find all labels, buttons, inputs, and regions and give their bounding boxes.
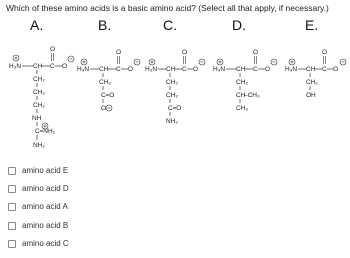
- checkbox[interactable]: [8, 167, 16, 175]
- svg-text:C: C: [168, 105, 173, 112]
- option-label: amino acid E: [22, 166, 69, 175]
- checkbox[interactable]: [8, 203, 16, 211]
- carbonyl-o-label: O: [50, 46, 56, 53]
- svg-text:CH: CH: [236, 92, 246, 99]
- svg-text:C: C: [253, 66, 258, 73]
- svg-text:O: O: [265, 66, 271, 73]
- option-label: amino acid D: [22, 184, 69, 193]
- structure-b: [77, 49, 140, 112]
- question-text: Which of these amino acids is a basic amino acid? (Select all that apply, if necessary.): [6, 3, 329, 13]
- svg-text:H₃N: H₃N: [77, 66, 90, 73]
- structure-a: [9, 46, 74, 149]
- svg-text:NH₂: NH₂: [33, 142, 45, 149]
- structure-label-a: A.: [30, 17, 44, 33]
- svg-text:CH: CH: [306, 66, 316, 73]
- svg-text:C: C: [182, 66, 187, 73]
- svg-text:CH: CH: [166, 66, 176, 73]
- option-amino-acid-a[interactable]: [8, 202, 68, 211]
- svg-text:NH: NH: [32, 115, 42, 122]
- svg-text:O: O: [333, 66, 339, 73]
- svg-text:O: O: [116, 49, 122, 56]
- svg-text:H₃N: H₃N: [285, 66, 298, 73]
- svg-text:H₃N: H₃N: [213, 66, 226, 73]
- checkbox[interactable]: [8, 185, 16, 193]
- option-label: amino acid C: [22, 239, 69, 248]
- svg-text:NH₂: NH₂: [166, 118, 178, 125]
- svg-text:O: O: [253, 49, 259, 56]
- option-amino-acid-b[interactable]: [8, 221, 68, 230]
- svg-text:C: C: [322, 66, 327, 73]
- structure-e: [285, 49, 346, 99]
- svg-text:CH₂: CH₂: [236, 79, 248, 86]
- svg-text:CH₃: CH₃: [236, 105, 249, 112]
- svg-text:C: C: [116, 66, 121, 73]
- option-label: amino acid B: [22, 221, 69, 230]
- svg-text:=NH₂: =NH₂: [39, 128, 56, 135]
- svg-text:=O: =O: [172, 105, 182, 112]
- svg-text:O: O: [193, 66, 199, 73]
- o-minus-label: O: [62, 63, 68, 70]
- structure-label-e: E.: [305, 17, 319, 33]
- option-amino-acid-d[interactable]: [8, 184, 69, 193]
- svg-text:CH: CH: [99, 66, 109, 73]
- svg-text:O: O: [182, 49, 188, 56]
- svg-text:CH: CH: [236, 66, 246, 73]
- svg-text:CH₂: CH₂: [306, 79, 318, 86]
- svg-text:C: C: [101, 92, 106, 99]
- svg-text:O: O: [128, 66, 134, 73]
- svg-text:C: C: [35, 128, 40, 135]
- ch-label: CH: [33, 63, 43, 70]
- svg-text:CH₂: CH₂: [33, 89, 45, 96]
- structure-label-c: C.: [163, 17, 177, 33]
- svg-text:CH₂: CH₂: [166, 92, 178, 99]
- checkbox[interactable]: [8, 222, 16, 230]
- option-amino-acid-e[interactable]: [8, 166, 68, 175]
- nh3-label: H₃N: [9, 63, 22, 70]
- svg-text:CH₂: CH₂: [166, 79, 178, 86]
- option-label: amino acid A: [22, 202, 68, 211]
- svg-text:CH₂: CH₂: [33, 102, 45, 109]
- svg-text:O: O: [322, 49, 328, 56]
- svg-text:H₃N: H₃N: [145, 66, 158, 73]
- structure-label-d: D.: [232, 17, 246, 33]
- svg-text:CH₂: CH₂: [33, 76, 45, 83]
- option-amino-acid-c[interactable]: [8, 239, 69, 248]
- svg-text:OH: OH: [306, 92, 316, 99]
- structure-label-b: B.: [98, 17, 112, 33]
- carbonyl-c-label: C: [50, 63, 55, 70]
- structure-d: [213, 49, 277, 112]
- svg-text:=O: =O: [105, 92, 115, 99]
- svg-text:–CH₃: –CH₃: [244, 92, 260, 99]
- svg-text:O: O: [101, 105, 107, 112]
- svg-text:CH₂: CH₂: [99, 79, 111, 86]
- checkbox[interactable]: [8, 240, 16, 248]
- structure-c: [145, 49, 205, 125]
